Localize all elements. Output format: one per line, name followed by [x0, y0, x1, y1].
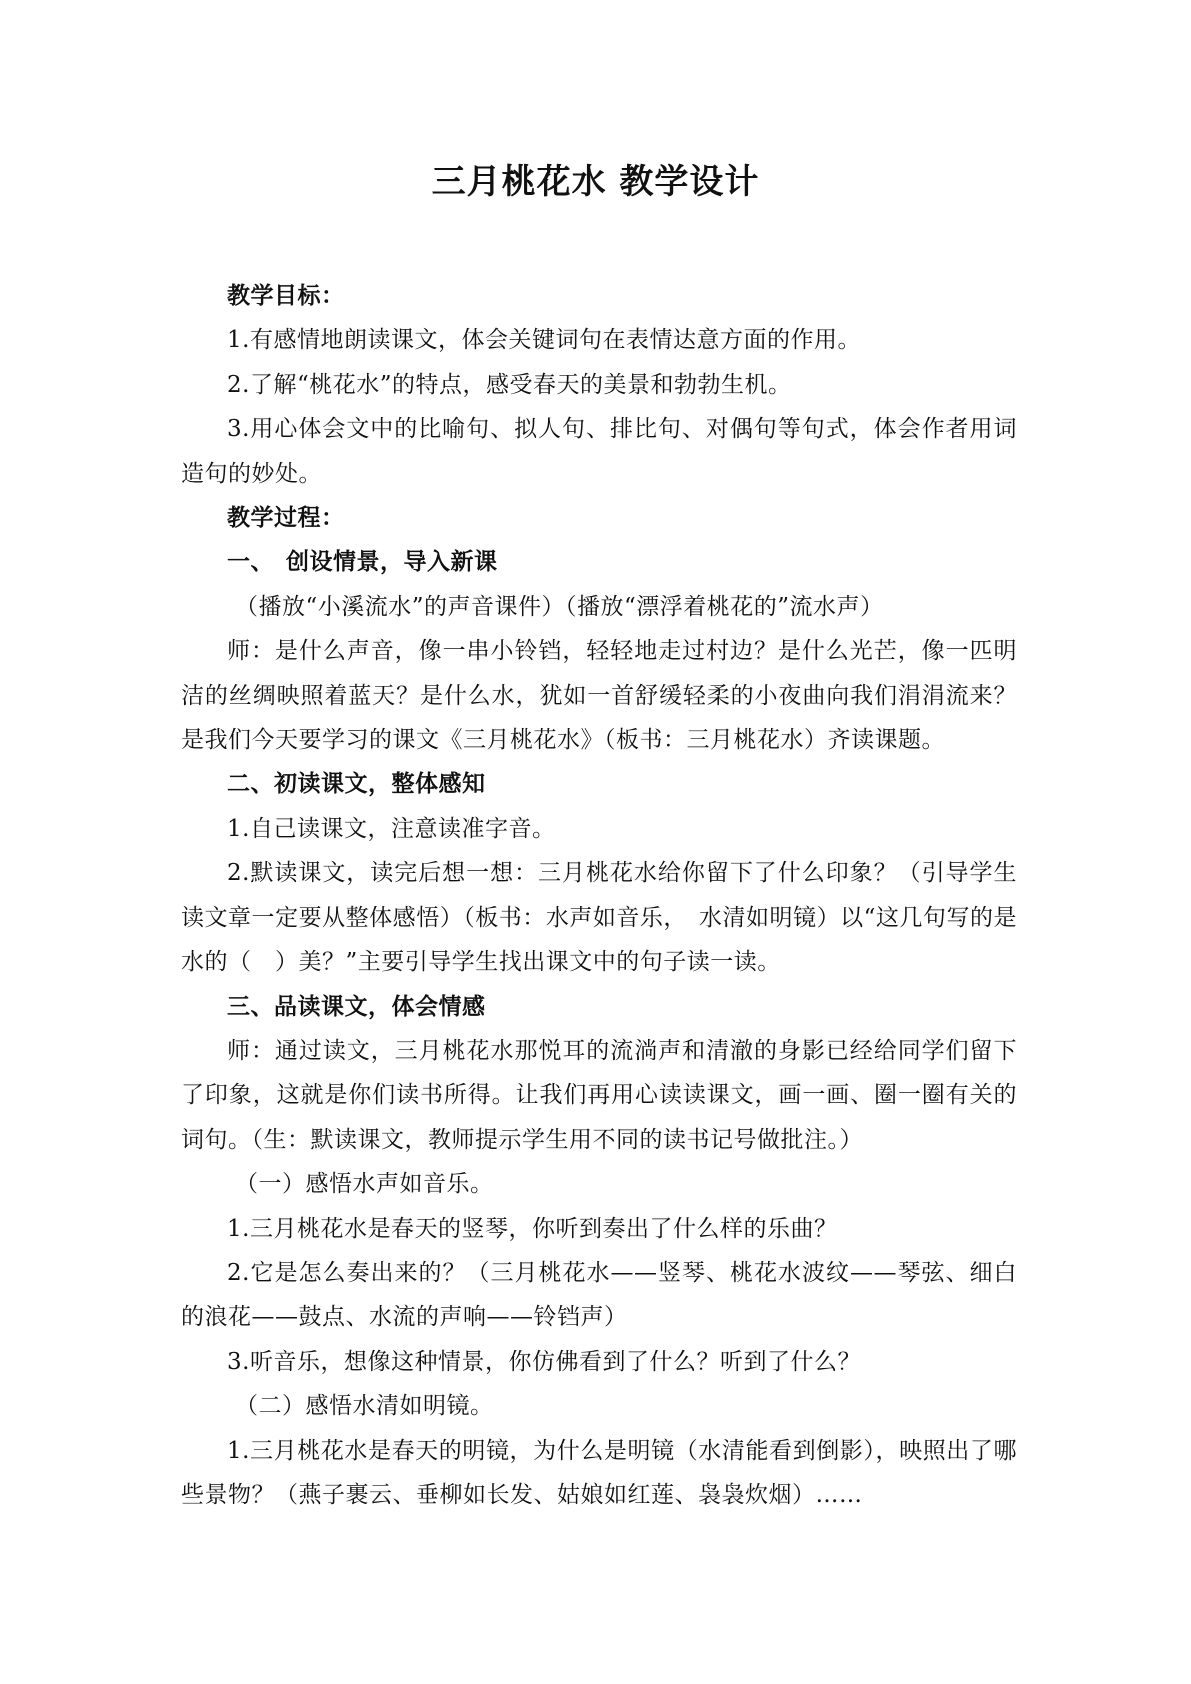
- paragraph: 师：通过读文，三月桃花水那悦耳的流淌声和清澈的身影已经给同学们留下了印象，这就是你们读书所得。让我们再用心读读课文，画一画、圈一圈有关的词句。（生：默读课文，教师提示学生用不同的读书记号做批注。）: [181, 1037, 1017, 1153]
- paragraph: 师：是什么声音，像一串小铃铛，轻轻地走过村边？是什么光芒，像一匹明洁的丝绸映照着蓝天？是什么水，犹如一首舒缓轻柔的小夜曲向我们涓涓流来？是我们今天要学习的课文《三月桃花水》（板书：三月桃花水）齐读课题。: [181, 638, 1017, 754]
- section-heading: 一、 创设情景，导入新课: [227, 548, 498, 576]
- list-item: 3.听音乐，想像这种情景，你仿佛看到了什么？听到了什么？: [227, 1348, 861, 1375]
- paragraph: 2.默读课文，读完后想一想：三月桃花水给你留下了什么印象？（引导学生读文章一定要从整体感悟）（板书：水声如音乐， 水清如明镜）以“这几句写的是水的（ ）美？”主要引导学生找出课文中的句子读一读。: [181, 860, 1017, 976]
- document-title: 三月桃花水 教学设计: [431, 162, 760, 202]
- process-heading: 教学过程：: [227, 504, 345, 532]
- list-item: 2.它是怎么奏出来的？（三月桃花水——竖琴、桃花水波纹——琴弦、细白的浪花——鼓点、水流的声响——铃铛声）: [181, 1259, 1017, 1331]
- goals-heading: 教学目标：: [227, 282, 345, 309]
- document-body: [181, 274, 1017, 1517]
- goal-item: 3.用心体会文中的比喻句、拟人句、排比句、对偶句等句式，体会作者用词造句的妙处。: [181, 416, 1017, 487]
- section-heading: 三、品读课文，体会情感: [227, 992, 486, 1020]
- subsection-heading: （一）感悟水声如音乐。: [235, 1171, 494, 1198]
- section-heading: 二、初读课文，整体感知: [227, 770, 486, 798]
- goal-item: 2.了解“桃花水”的特点，感受春天的美景和勃勃生机。: [227, 371, 792, 398]
- paragraph: 1.自己读课文，注意读准字音。: [227, 815, 556, 842]
- goal-item: 1.有感情地朗读课文，体会关键词句在表情达意方面的作用。: [227, 327, 861, 354]
- paragraph: （播放“小溪流水”的声音课件）（播放“漂浮着桃花的”流水声）: [235, 593, 884, 620]
- subsection-heading: （二）感悟水清如明镜。: [235, 1393, 494, 1420]
- list-item: 1.三月桃花水是春天的明镜，为什么是明镜（水清能看到倒影），映照出了哪些景物？（燕子裹云、垂柳如长发、姑娘如红莲、袅袅炊烟）……: [181, 1437, 1017, 1508]
- list-item: 1.三月桃花水是春天的竖琴，你听到奏出了什么样的乐曲？: [227, 1215, 838, 1242]
